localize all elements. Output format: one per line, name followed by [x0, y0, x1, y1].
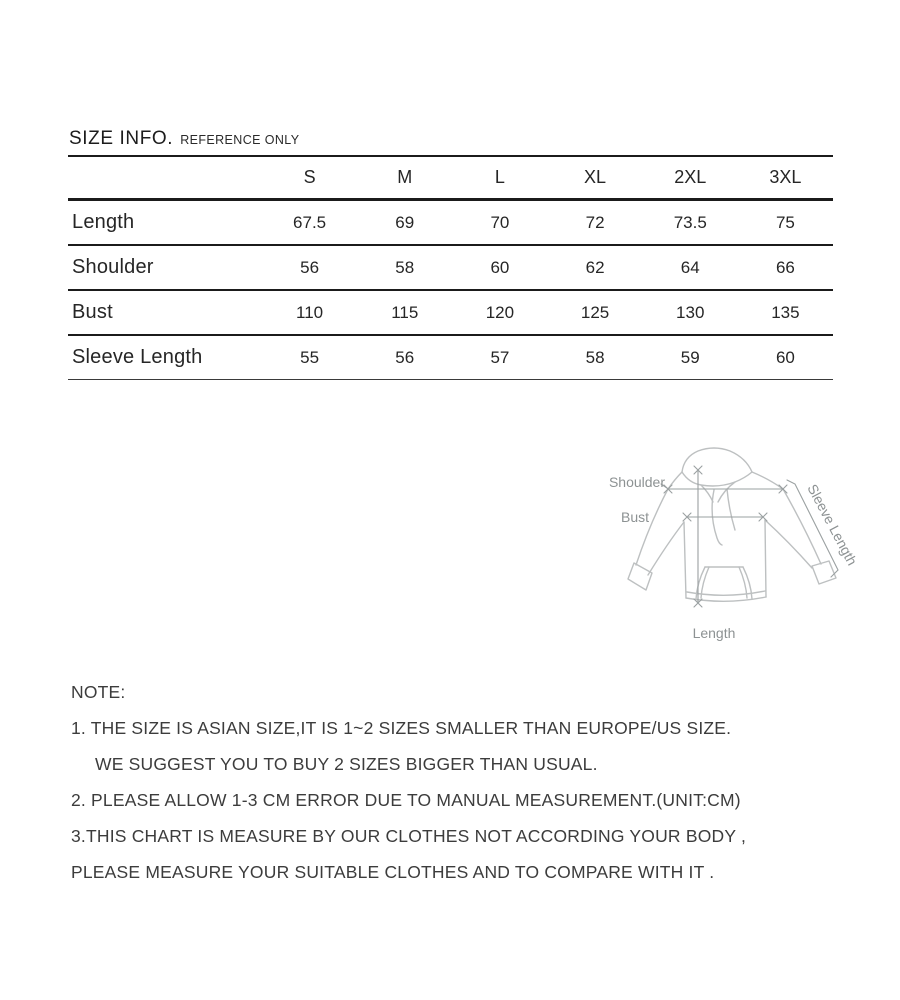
- notes-heading: NOTE:: [71, 681, 126, 702]
- sleeve-length-label: Sleeve Length: [804, 481, 861, 568]
- size-table: [68, 155, 833, 380]
- note-line: 3.THIS CHART IS MEASURE BY OUR CLOTHES NOT ACCORDING YOUR BODY ,: [71, 825, 747, 846]
- table-cell: 66: [775, 257, 795, 277]
- hoodie-outline-icon: [588, 438, 880, 653]
- table-cell: 56: [395, 347, 415, 367]
- note-line: PLEASE MEASURE YOUR SUITABLE CLOTHES AND TO COMPARE WITH IT .: [71, 861, 715, 882]
- table-cell: 60: [775, 347, 795, 367]
- row-label: Shoulder: [72, 256, 154, 278]
- notes-section: [71, 674, 871, 890]
- table-cell: 59: [680, 347, 700, 367]
- column-header: XL: [584, 167, 607, 187]
- column-header: S: [303, 167, 316, 187]
- table-cell: 75: [775, 212, 795, 232]
- table-cell: 56: [300, 257, 320, 277]
- table-cell: 58: [395, 257, 415, 277]
- table-cell: 120: [485, 302, 515, 322]
- table-cell: 58: [585, 347, 605, 367]
- row-label: Length: [72, 211, 135, 233]
- column-header: 3XL: [769, 167, 802, 187]
- table-cell: 62: [585, 257, 605, 277]
- column-header: 2XL: [674, 167, 707, 187]
- column-header: M: [397, 167, 413, 187]
- shoulder-label: Shoulder: [608, 474, 665, 490]
- x-marker-icon: [664, 466, 787, 607]
- note-line: 1. THE SIZE IS ASIAN SIZE,IT IS 1~2 SIZES SMALLER THAN EUROPE/US SIZE.: [71, 717, 732, 738]
- table-cell: 69: [395, 212, 415, 232]
- table-cell: 110: [296, 302, 324, 322]
- table-row: [68, 336, 833, 380]
- table-cell: 130: [676, 302, 705, 322]
- table-row: [68, 291, 833, 336]
- table-cell: 55: [300, 347, 320, 367]
- row-label: Sleeve Length: [72, 346, 203, 368]
- note-line: 2. PLEASE ALLOW 1-3 CM ERROR DUE TO MANUAL MEASUREMENT.(UNIT:CM): [71, 789, 741, 810]
- title-main: SIZE INFO.: [69, 128, 174, 149]
- page-title: [69, 128, 299, 150]
- row-label: Bust: [72, 301, 113, 323]
- table-cell: 57: [490, 347, 510, 367]
- table-cell: 67.5: [293, 212, 327, 232]
- note-line: WE SUGGEST YOU TO BUY 2 SIZES BIGGER THAN USUAL.: [95, 753, 598, 774]
- title-subtitle: REFERENCE ONLY: [180, 133, 300, 147]
- table-cell: 73.5: [673, 212, 707, 232]
- table-cell: 60: [490, 257, 510, 277]
- table-cell: 70: [490, 212, 510, 232]
- hoodie-measurement-diagram: [588, 438, 880, 653]
- column-header: L: [494, 167, 505, 187]
- table-cell: 64: [680, 257, 700, 277]
- bust-label: Bust: [620, 509, 649, 525]
- table-row: [68, 246, 833, 291]
- table-cell: 135: [771, 302, 800, 322]
- table-cell: 115: [391, 302, 419, 322]
- table-row: [68, 201, 833, 246]
- table-cell: 72: [585, 212, 605, 232]
- table-cell: 125: [580, 302, 610, 322]
- size-table-header-row: [68, 157, 833, 201]
- length-label: Length: [692, 625, 736, 641]
